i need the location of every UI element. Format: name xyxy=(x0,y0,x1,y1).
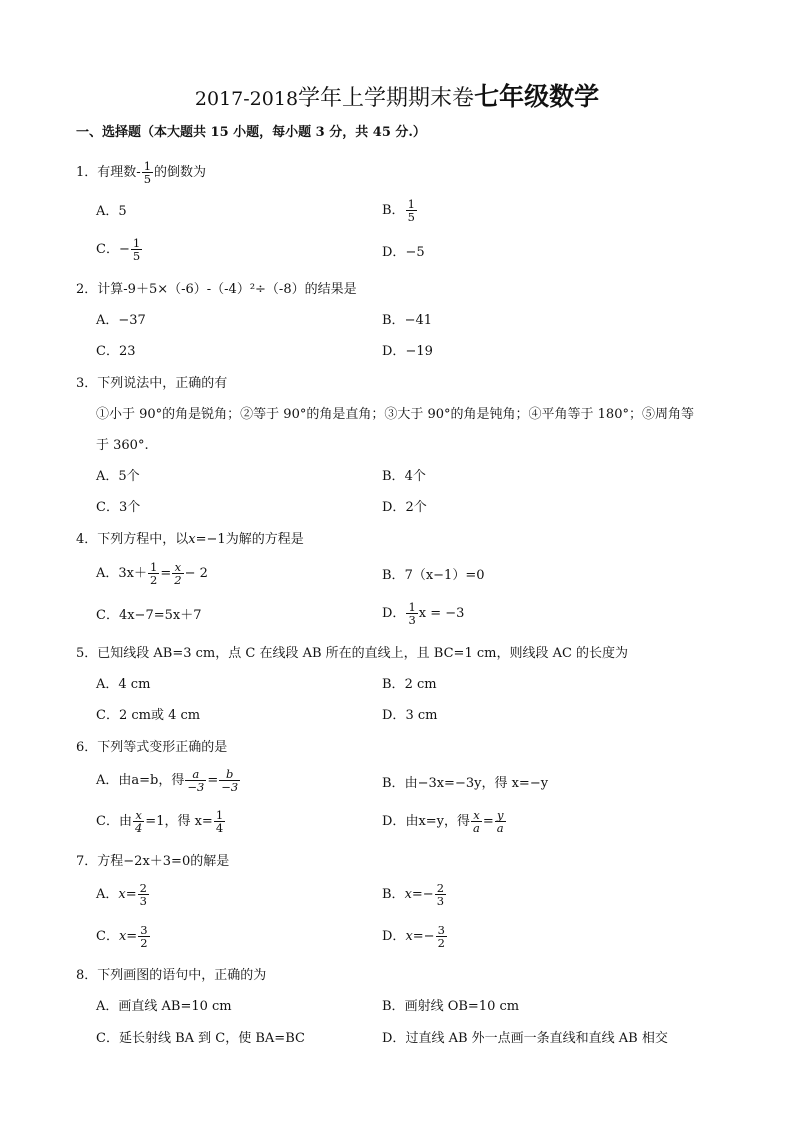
question-5: 5．已知线段 AB=3 cm，点 C 在线段 AB 所在的直线上，且 BC=1 cm，则线段 AC 的长度为 xyxy=(76,646,629,661)
question-number: 1． xyxy=(76,165,98,181)
question-stem: 有理数- xyxy=(97,165,141,181)
option-a[interactable]: A．3x＋ $\frac{1}{2}$ = $\frac{x}{2}$ − 2 xyxy=(96,560,208,588)
fraction: $\frac{2}{3}$ xyxy=(139,881,147,909)
fraction: $\frac{2}{3}$ xyxy=(436,881,445,909)
option-d[interactable]: D．过直线 AB 外一点画一条直线和直线 AB 相交 xyxy=(382,1031,668,1046)
option-d[interactable]: D．−5 xyxy=(382,245,425,260)
option-b[interactable]: B．由−3x=−3y，得 x=−y xyxy=(382,776,549,791)
fraction: $\frac{x}{a}$ xyxy=(473,808,480,836)
question-1 xyxy=(76,160,206,185)
option-d[interactable]: D．2个 xyxy=(382,500,427,515)
question-stem: 已知线段 AB=3 cm，点 C 在线段 AB 所在的直线上，且 BC=1 cm，则线段 AC 的长度为 xyxy=(97,646,629,661)
question-3: 3．下列说法中，正确的有 xyxy=(76,376,228,391)
question-stem: 计算-9＋5×（-6）-（-4）²÷（-8）的结果是 xyxy=(97,282,357,297)
option-c[interactable]: C．23 xyxy=(96,344,136,359)
option-d[interactable]: D． $\frac{1}{3}$ x = −3 xyxy=(382,600,465,628)
question-stem: 下列画图的语句中，正确的为 xyxy=(97,968,267,983)
question-6: 6．下列等式变形正确的是 xyxy=(76,740,228,755)
fraction: $\frac{y}{a}$ xyxy=(496,808,504,836)
option-b[interactable]: B．−41 xyxy=(382,313,432,328)
option-d[interactable]: D．−19 xyxy=(382,344,433,359)
question-3-statements: ①小于 90°的角是锐角；②等于 90°的角是直角；③大于 90°的角是钝角；④平角等于 180°；⑤周角等 xyxy=(96,407,694,422)
fraction: $\frac{1}{5}$ xyxy=(143,159,152,187)
option-d[interactable]: D．由x=y，得 $\frac{x}{a}$ = $\frac{y}{a}$ xyxy=(382,808,504,836)
fraction: $\frac{1}{5}$ xyxy=(407,197,415,225)
question-stem: 下列等式变形正确的是 xyxy=(97,740,228,755)
section-name: 一、选择题 xyxy=(76,125,142,140)
option-c[interactable]: C．− $\frac{1}{5}$ xyxy=(96,236,141,264)
page-title xyxy=(0,84,794,110)
option-c[interactable]: C．x= $\frac{3}{2}$ xyxy=(96,923,148,951)
question-3-statements-cont: 于 360°. xyxy=(96,438,149,453)
option-c[interactable]: C．3个 xyxy=(96,500,141,515)
fraction: $\frac{3}{2}$ xyxy=(140,923,148,951)
option-c[interactable]: C．4x−7=5x＋7 xyxy=(96,608,202,623)
option-c[interactable]: C．延长射线 BA 到 C，使 BA=BC xyxy=(96,1031,305,1046)
question-stem: 的倒数为 xyxy=(154,165,207,181)
fraction: $\frac{a}{-3}$ xyxy=(187,767,205,795)
question-stem: 方程−2x＋3=0的解是 xyxy=(97,854,230,869)
option-a[interactable]: A．5 xyxy=(96,204,127,219)
fraction: $\frac{3}{2}$ xyxy=(437,923,445,951)
option-a[interactable]: A．画直线 AB=10 cm xyxy=(96,999,232,1014)
title-subject: 七年级数学 xyxy=(474,82,600,111)
fraction: $\frac{1}{5}$ xyxy=(132,236,141,264)
question-7: 7．方程−2x＋3=0的解是 xyxy=(76,854,230,869)
option-a[interactable]: A．4 cm xyxy=(96,677,151,692)
fraction: $\frac{1}{4}$ xyxy=(215,808,224,836)
section-header xyxy=(76,126,426,139)
option-a[interactable]: A．由a=b，得 $\frac{a}{-3}$ = $\frac{b}{-3}$ xyxy=(96,767,239,795)
option-d[interactable]: D．x=− $\frac{3}{2}$ xyxy=(382,923,445,951)
option-a[interactable]: A．−37 xyxy=(96,313,146,328)
question-stem: 下列方程中，以 xyxy=(97,532,189,547)
fraction: $\frac{x}{2}$ xyxy=(174,560,182,588)
option-c[interactable]: C．2 cm或 4 cm xyxy=(96,708,201,723)
option-c[interactable]: C．由 $\frac{x}{4}$ =1，得 x= $\frac{1}{4}$ xyxy=(96,808,224,836)
option-b[interactable]: B．7（x−1）=0 xyxy=(382,568,485,583)
question-stem: 下列说法中，正确的有 xyxy=(97,376,228,391)
question-8: 8．下列画图的语句中，正确的为 xyxy=(76,968,267,983)
option-b[interactable]: B．x=− $\frac{2}{3}$ xyxy=(382,881,445,909)
title-middle: 学年上学期期末卷 xyxy=(298,86,475,111)
question-4: 4．下列方程中，以x=−1为解的方程是 xyxy=(76,532,304,547)
fraction: $\frac{x}{4}$ xyxy=(134,808,143,836)
section-note: （本大题共 15 小题，每小题 3 分，共 45 分.） xyxy=(141,125,426,140)
fraction: $\frac{1}{2}$ xyxy=(150,560,158,588)
option-b[interactable]: B．画射线 OB=10 cm xyxy=(382,999,520,1014)
fraction: $\frac{1}{3}$ xyxy=(408,600,416,628)
question-2: 2．计算-9＋5×（-6）-（-4）²÷（-8）的结果是 xyxy=(76,282,357,297)
option-b[interactable]: B．2 cm xyxy=(382,677,437,692)
option-b[interactable]: B． $\frac{1}{5}$ xyxy=(382,197,415,225)
title-year: 2017-2018 xyxy=(194,88,299,110)
option-b[interactable]: B．4个 xyxy=(382,469,426,484)
option-d[interactable]: D．3 cm xyxy=(382,708,438,723)
option-a[interactable]: A．5个 xyxy=(96,469,140,484)
fraction: $\frac{b}{-3}$ xyxy=(221,767,239,795)
option-a[interactable]: A．x= $\frac{2}{3}$ xyxy=(96,881,147,909)
